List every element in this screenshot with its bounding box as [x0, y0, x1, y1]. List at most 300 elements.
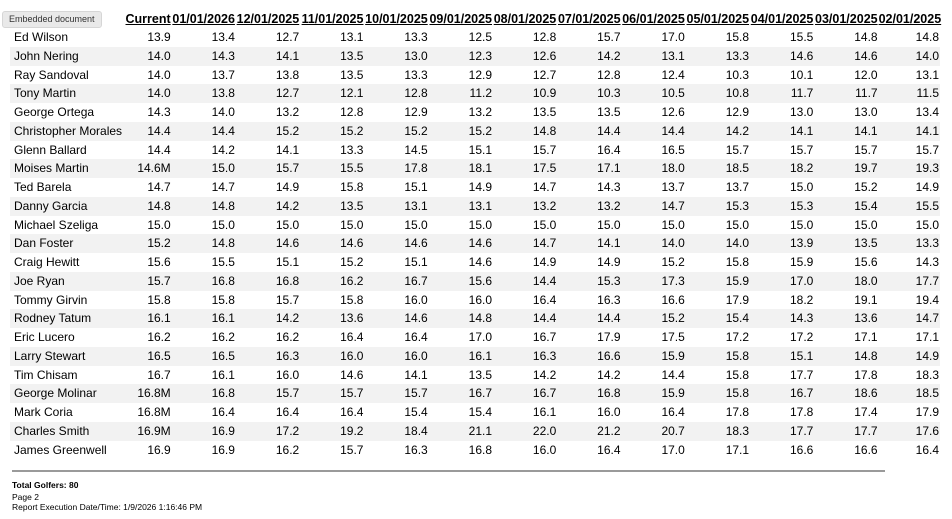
handicap-cell: 19.2	[300, 422, 364, 441]
handicap-cell: 17.5	[661, 330, 685, 344]
handicap-cell: 15.0	[532, 217, 557, 232]
handicap-cell: 17.1	[557, 159, 621, 178]
handicap-cell: 14.3	[172, 47, 236, 66]
handicap-cell: 15.2	[364, 122, 428, 141]
handicap-cell: 15.0	[789, 217, 814, 232]
handicap-cell: 11.2	[429, 84, 493, 103]
golfer-name: Tim Chisam	[14, 367, 78, 382]
handicap-cell: 14.7	[211, 180, 235, 194]
handicap-cell: 15.1	[404, 255, 428, 269]
handicap-cell: 14.0	[622, 234, 686, 253]
table-row	[10, 253, 940, 272]
handicap-cell: 12.9	[468, 67, 492, 82]
handicap-cell: 14.1	[750, 122, 814, 141]
handicap-cell: 16.8	[236, 272, 300, 291]
column-header: 04/01/2025	[750, 12, 814, 26]
handicap-cell: 13.5	[597, 105, 621, 119]
handicap-cell: 14.9	[597, 255, 621, 269]
handicap-cell: 15.7	[122, 272, 171, 291]
handicap-cell: 13.0	[854, 105, 878, 119]
handicap-cell: 14.0	[211, 105, 235, 119]
handicap-cell: 14.9	[915, 180, 939, 194]
handicap-cell: 15.9	[622, 384, 686, 403]
handicap-cell: 13.0	[789, 105, 814, 119]
handicap-cell: 15.2	[661, 255, 685, 269]
handicap-cell: 15.4	[686, 309, 750, 328]
handicap-cell: 13.5	[468, 367, 492, 382]
handicap-cell: 16.6	[661, 292, 685, 307]
handicap-cell: 15.0	[147, 217, 171, 232]
handicap-cell: 15.7	[300, 384, 364, 403]
handicap-cell: 14.0	[122, 47, 171, 66]
handicap-cell: 14.3	[597, 180, 621, 194]
table-row	[10, 28, 940, 47]
handicap-cell: 12.3	[429, 47, 493, 66]
handicap-cell: 16.4	[915, 442, 939, 457]
handicap-cell: 15.8	[340, 292, 364, 307]
handicap-cell: 13.5	[300, 47, 364, 66]
handicap-cell: 12.5	[468, 30, 492, 44]
handicap-cell: 15.0	[172, 159, 236, 178]
handicap-cell: 16.6	[557, 347, 621, 366]
handicap-cell: 16.6	[789, 442, 814, 457]
handicap-cell: 15.9	[686, 272, 750, 291]
handicap-cell: 14.6	[429, 234, 493, 253]
handicap-cell: 16.7	[364, 272, 428, 291]
handicap-cell: 15.3	[686, 197, 750, 216]
handicap-cell: 15.0	[661, 217, 685, 232]
handicap-cell: 14.0	[879, 47, 940, 66]
handicap-cell: 16.5	[172, 347, 236, 366]
handicap-cell: 15.3	[557, 272, 621, 291]
handicap-history-table	[10, 10, 940, 459]
golfer-name: John Nering	[10, 47, 122, 66]
handicap-cell: 14.0	[686, 234, 750, 253]
handicap-cell: 13.4	[915, 105, 939, 119]
handicap-cell: 13.2	[557, 197, 621, 216]
handicap-cell: 15.2	[236, 122, 300, 141]
handicap-cell: 18.4	[364, 422, 428, 441]
handicap-cell: 13.3	[404, 67, 428, 82]
table-row	[10, 328, 940, 347]
table-row	[10, 366, 940, 385]
handicap-cell: 16.0	[468, 292, 492, 307]
handicap-cell: 17.7	[789, 367, 814, 382]
handicap-cell: 15.2	[122, 234, 171, 253]
table-row	[10, 66, 940, 85]
handicap-cell: 15.4	[814, 197, 878, 216]
handicap-cell: 16.1	[532, 405, 557, 419]
handicap-cell: 14.1	[814, 122, 878, 141]
page-number: Page 2	[12, 492, 39, 502]
handicap-cell: 18.2	[789, 292, 814, 307]
handicap-cell: 15.7	[340, 442, 364, 457]
handicap-cell: 16.2	[147, 330, 171, 344]
handicap-cell: 15.7	[854, 142, 878, 157]
handicap-cell: 17.2	[725, 330, 750, 344]
table-row	[10, 291, 940, 310]
handicap-cell: 13.8	[172, 84, 236, 103]
handicap-cell: 13.9	[147, 30, 171, 44]
handicap-cell: 10.8	[686, 84, 750, 103]
handicap-cell: 13.5	[532, 105, 557, 119]
handicap-cell: 13.5	[340, 67, 364, 82]
handicap-cell: 14.4	[493, 309, 557, 328]
handicap-cell: 12.7	[275, 30, 300, 44]
handicap-cell: 15.6	[147, 255, 171, 269]
golfer-name: Michael Szeliga	[14, 217, 99, 232]
handicap-cell: 14.6	[340, 367, 364, 382]
handicap-cell: 14.7	[493, 234, 557, 253]
table-row	[10, 272, 940, 291]
handicap-cell: 14.4	[147, 142, 171, 157]
handicap-cell: 15.7	[915, 142, 939, 157]
handicap-cell: 16.4	[275, 405, 300, 419]
handicap-cell: 17.9	[915, 405, 939, 419]
handicap-cell: 16.0	[300, 347, 364, 366]
handicap-cell: 14.7	[622, 197, 686, 216]
handicap-cell: 15.0	[275, 217, 300, 232]
handicap-cell: 16.1	[172, 309, 236, 328]
handicap-cell: 14.8	[172, 197, 236, 216]
handicap-cell: 16.9	[172, 422, 236, 441]
golfer-name: Tommy Girvin	[14, 292, 88, 307]
handicap-cell: 12.4	[661, 67, 685, 82]
handicap-cell: 15.8	[147, 292, 171, 307]
handicap-cell: 12.9	[404, 105, 428, 119]
handicap-cell: 17.8	[725, 405, 750, 419]
table-row	[10, 384, 940, 403]
embedded-document-badge: Embedded document	[2, 11, 102, 28]
handicap-cell: 15.8	[340, 180, 364, 194]
handicap-cell: 14.2	[532, 367, 557, 382]
handicap-cell: 13.2	[493, 197, 557, 216]
handicap-cell: 16.4	[532, 292, 557, 307]
table-row	[10, 141, 940, 160]
column-header: 03/01/2025	[815, 12, 878, 26]
handicap-cell: 19.7	[814, 159, 878, 178]
table-row	[10, 422, 940, 441]
handicap-cell: 13.6	[300, 309, 364, 328]
handicap-cell: 14.8	[429, 309, 493, 328]
handicap-cell: 16.4	[211, 405, 235, 419]
handicap-cell: 16.8	[172, 384, 236, 403]
handicap-cell: 13.3	[404, 30, 428, 44]
handicap-cell: 14.9	[532, 255, 557, 269]
handicap-cell: 15.0	[789, 180, 814, 194]
handicap-cell: 16.8	[557, 384, 621, 403]
handicap-cell: 18.3	[686, 422, 750, 441]
handicap-cell: 16.4	[661, 405, 685, 419]
handicap-cell: 16.3	[236, 347, 300, 366]
handicap-cell: 16.7	[532, 330, 557, 344]
handicap-cell: 17.3	[622, 272, 686, 291]
handicap-cell: 14.2	[686, 122, 750, 141]
handicap-cell: 16.6	[854, 442, 878, 457]
handicap-cell: 12.8	[597, 67, 621, 82]
handicap-cell: 16.3	[493, 347, 557, 366]
golfer-name: Mark Coria	[14, 405, 73, 419]
handicap-cell: 15.7	[725, 142, 750, 157]
handicap-cell: 15.2	[854, 180, 878, 194]
handicap-cell: 17.7	[750, 422, 814, 441]
golfer-name: Ed Wilson	[14, 30, 69, 44]
handicap-cell: 14.4	[622, 122, 686, 141]
handicap-cell: 15.3	[750, 197, 814, 216]
handicap-cell: 18.0	[814, 272, 878, 291]
handicap-cell: 17.4	[854, 405, 878, 419]
handicap-cell: 15.9	[789, 255, 814, 269]
handicap-cell: 14.8	[854, 30, 878, 44]
golfer-name: Danny Garcia	[10, 197, 122, 216]
handicap-cell: 14.9	[468, 180, 492, 194]
golfer-name: George Ortega	[14, 105, 95, 119]
handicap-cell: 14.8	[172, 234, 236, 253]
handicap-cell: 19.3	[879, 159, 940, 178]
handicap-cell: 13.5	[814, 234, 878, 253]
handicap-cell: 18.5	[879, 384, 940, 403]
handicap-cell: 15.7	[597, 30, 621, 44]
handicap-cell: 14.5	[404, 142, 428, 157]
handicap-cell: 13.1	[622, 47, 686, 66]
handicap-cell: 15.4	[404, 405, 428, 419]
handicap-cell: 12.6	[661, 105, 685, 119]
handicap-cell: 17.0	[750, 272, 814, 291]
handicap-cell: 22.0	[493, 422, 557, 441]
handicap-cell: 14.7	[879, 309, 940, 328]
handicap-cell: 15.7	[236, 384, 300, 403]
handicap-cell: 14.6	[468, 255, 492, 269]
handicap-cell: 13.1	[340, 30, 364, 44]
handicap-cell: 16.5	[122, 347, 171, 366]
handicap-cell: 16.7	[429, 384, 493, 403]
table-row	[10, 178, 940, 197]
handicap-cell: 14.2	[597, 367, 621, 382]
handicap-cell: 17.9	[597, 330, 621, 344]
handicap-cell: 15.8	[211, 292, 235, 307]
handicap-cell: 14.4	[661, 367, 685, 382]
handicap-cell: 16.4	[404, 330, 428, 344]
handicap-cell: 17.8	[854, 367, 878, 382]
handicap-cell: 15.0	[597, 217, 621, 232]
handicap-cell: 13.7	[661, 180, 685, 194]
handicap-cell: 16.9	[147, 442, 171, 457]
table-row	[10, 309, 940, 328]
handicap-cell: 15.8	[686, 347, 750, 366]
handicap-cell: 15.8	[725, 30, 750, 44]
handicap-cell: 10.3	[557, 84, 621, 103]
handicap-cell: 17.0	[468, 330, 492, 344]
handicap-cell: 18.5	[686, 159, 750, 178]
handicap-cell: 13.7	[725, 180, 750, 194]
table-row	[10, 234, 940, 253]
column-header: 09/01/2025	[429, 12, 492, 26]
handicap-cell: 14.7	[147, 180, 171, 194]
handicap-cell: 18.3	[915, 367, 939, 382]
handicap-cell: 17.8	[364, 159, 428, 178]
handicap-cell: 15.8	[725, 255, 750, 269]
table-row	[10, 347, 940, 366]
handicap-cell: 16.8	[468, 442, 492, 457]
handicap-cell: 18.0	[622, 159, 686, 178]
handicap-cell: 15.8	[686, 384, 750, 403]
handicap-cell: 13.2	[275, 105, 300, 119]
handicap-cell: 14.8	[122, 197, 171, 216]
handicap-cell: 14.6	[236, 234, 300, 253]
table-row	[10, 197, 940, 216]
handicap-cell: 15.0	[725, 217, 750, 232]
handicap-cell: 17.9	[725, 292, 750, 307]
handicap-cell: 16.2	[275, 442, 300, 457]
handicap-cell: 15.2	[429, 122, 493, 141]
golfer-name: Christopher Morales	[10, 122, 122, 141]
handicap-cell: 14.2	[236, 309, 300, 328]
handicap-cell: 10.1	[789, 67, 814, 82]
handicap-cell: 14.8	[814, 347, 878, 366]
handicap-cell: 15.7	[364, 384, 428, 403]
golfer-name: Ted Barela	[14, 180, 72, 194]
handicap-cell: 15.1	[404, 180, 428, 194]
column-header: 06/01/2025	[622, 12, 685, 26]
handicap-cell: 16.7	[750, 384, 814, 403]
handicap-cell: 13.0	[364, 47, 428, 66]
handicap-cell: 10.9	[493, 84, 557, 103]
handicap-cell: 15.6	[854, 255, 878, 269]
handicap-cell: 13.9	[750, 234, 814, 253]
handicap-cell: 14.8	[915, 30, 939, 44]
handicap-cell: 10.3	[725, 67, 750, 82]
handicap-cell: 14.3	[147, 105, 171, 119]
handicap-cell: 15.7	[532, 142, 557, 157]
handicap-cell: 14.4	[493, 272, 557, 291]
table-row	[10, 122, 940, 141]
handicap-cell: 16.1	[429, 347, 493, 366]
handicap-cell: 16.4	[340, 405, 364, 419]
golfer-name: Dan Foster	[10, 234, 122, 253]
handicap-cell: 14.7	[532, 180, 557, 194]
handicap-cell: 15.4	[468, 405, 492, 419]
handicap-cell: 17.2	[789, 330, 814, 344]
handicap-cell: 14.8	[493, 122, 557, 141]
handicap-cell: 13.6	[814, 309, 878, 328]
golfer-name: Craig Hewitt	[14, 255, 80, 269]
handicap-cell: 14.4	[557, 309, 621, 328]
handicap-cell: 16.9M	[122, 422, 171, 441]
handicap-cell: 14.6	[300, 234, 364, 253]
column-header: 11/01/2025	[301, 12, 364, 26]
handicap-cell: 15.5	[879, 197, 940, 216]
handicap-cell: 16.0	[532, 442, 557, 457]
handicap-cell: 14.1	[404, 367, 428, 382]
handicap-cell: 14.6	[364, 309, 428, 328]
handicap-cell: 16.1	[211, 367, 235, 382]
handicap-cell: 17.1	[854, 330, 878, 344]
handicap-cell: 15.9	[622, 347, 686, 366]
table-row	[10, 84, 940, 103]
handicap-cell: 11.7	[750, 84, 814, 103]
handicap-cell: 16.8M	[137, 405, 171, 419]
handicap-cell: 14.2	[236, 197, 300, 216]
table-row	[10, 441, 940, 460]
handicap-cell: 14.3	[750, 309, 814, 328]
handicap-cell: 15.5	[789, 30, 814, 44]
golfer-name: Ray Sandoval	[14, 67, 89, 82]
handicap-cell: 14.6	[814, 47, 878, 66]
column-header: 08/01/2025	[493, 12, 557, 26]
handicap-cell: 15.7	[789, 142, 814, 157]
handicap-cell: 17.0	[661, 442, 685, 457]
table-row	[10, 403, 940, 422]
handicap-cell: 11.5	[879, 84, 940, 103]
handicap-cell: 16.4	[340, 330, 364, 344]
handicap-cell: 12.1	[300, 84, 364, 103]
handicap-cell: 14.1	[557, 234, 621, 253]
table-row	[10, 159, 940, 178]
handicap-cell: 16.3	[404, 442, 428, 457]
handicap-cell: 17.0	[661, 30, 685, 44]
handicap-cell: 16.2	[300, 272, 364, 291]
golfer-name: Rodney Tatum	[10, 309, 122, 328]
handicap-cell: 13.2	[468, 105, 492, 119]
handicap-cell: 12.8	[532, 30, 557, 44]
handicap-cell: 15.0	[404, 217, 428, 232]
handicap-cell: 13.3	[879, 234, 940, 253]
handicap-cell: 16.1	[122, 309, 171, 328]
report-execution-time: Report Execution Date/Time: 1/9/2026 1:16:46 PM	[12, 502, 203, 512]
golfer-name: Tony Martin	[10, 84, 122, 103]
handicap-cell: 17.6	[879, 422, 940, 441]
handicap-cell: 15.8	[725, 367, 750, 382]
handicap-cell: 14.4	[122, 122, 171, 141]
column-header: Current	[125, 12, 171, 26]
handicap-cell: 14.6	[750, 47, 814, 66]
handicap-cell: 12.7	[532, 67, 557, 82]
handicap-cell: 15.2	[340, 255, 364, 269]
handicap-cell: 14.4	[557, 122, 621, 141]
handicap-cell: 17.1	[725, 442, 750, 457]
handicap-cell: 11.7	[814, 84, 878, 103]
handicap-cell: 16.2	[275, 330, 300, 344]
handicap-cell: 19.4	[915, 292, 939, 307]
handicap-cell: 15.2	[300, 122, 364, 141]
golfer-name: James Greenwell	[14, 442, 107, 457]
handicap-cell: 16.5	[661, 142, 685, 157]
handicap-cell: 17.7	[814, 422, 878, 441]
handicap-cell: 14.4	[172, 122, 236, 141]
handicap-cell: 15.1	[750, 347, 814, 366]
table-row	[10, 216, 940, 235]
handicap-cell: 16.8	[172, 272, 236, 291]
handicap-cell: 18.2	[750, 159, 814, 178]
handicap-cell: 15.5	[300, 159, 364, 178]
handicap-cell: 16.0	[364, 347, 428, 366]
table-body	[10, 28, 940, 459]
handicap-cell: 17.1	[915, 330, 939, 344]
golfer-name: Moises Martin	[10, 159, 122, 178]
handicap-cell: 15.5	[211, 255, 235, 269]
handicap-cell: 15.1	[468, 142, 492, 157]
handicap-cell: 14.1	[275, 142, 300, 157]
golfer-name: Joe Ryan	[10, 272, 122, 291]
table-header-row	[10, 10, 940, 28]
handicap-cell: 21.2	[557, 422, 621, 441]
handicap-cell: 14.2	[557, 47, 621, 66]
handicap-cell: 14.9	[275, 180, 300, 194]
handicap-cell: 15.0	[915, 217, 939, 232]
column-header: 10/01/2025	[365, 12, 428, 26]
handicap-cell: 13.1	[915, 67, 939, 82]
handicap-cell: 18.1	[429, 159, 493, 178]
